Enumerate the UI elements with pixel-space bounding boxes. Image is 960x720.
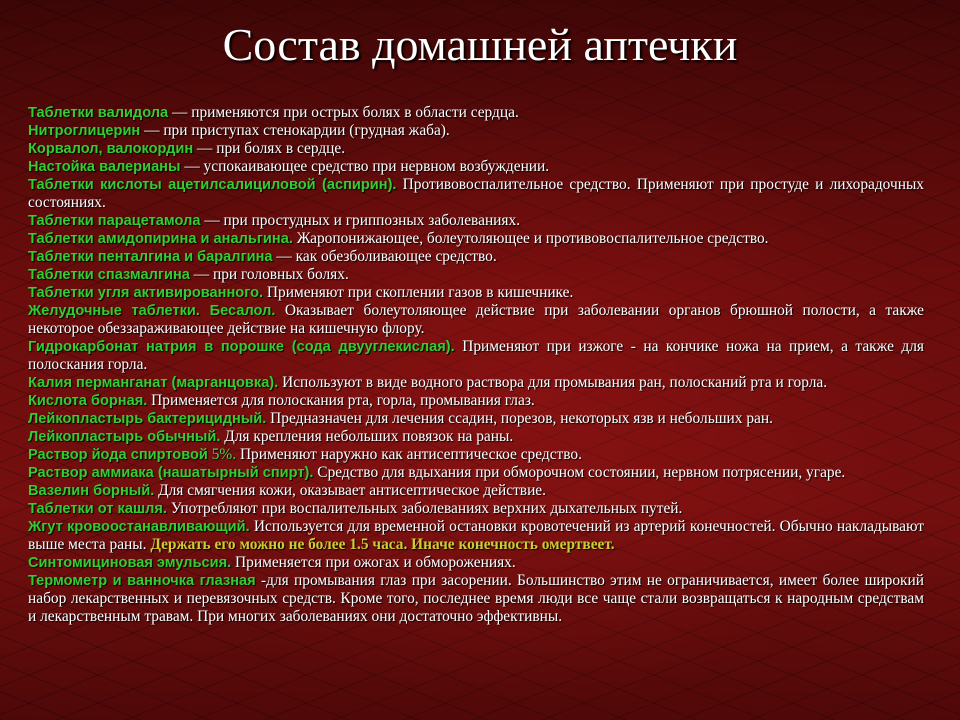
- item-term: Настойка валерианы: [28, 159, 181, 175]
- item-text: Применяется при ожогах и обморожениях.: [231, 554, 516, 571]
- item-text: -для промывания глаз при засорении. Большинство этим не ограничивается, имеет более широкий набор лекарственных и перевязочных средств. Кроме того, последнее время люди все чаще стали возвращаться к народным средствам и лекарственным травам. При многих заболеваниях они достаточно эффективны.: [28, 572, 924, 625]
- item-text: Употребляют при воспалительных заболеваниях верхних дыхательных путей.: [166, 500, 683, 517]
- item-text: Противовоспалительное средство. Применяют при простуде и лихорадочных состояниях.: [28, 176, 924, 211]
- item-term: Термометр и ванночка глазная: [28, 573, 256, 589]
- list-item-ammonia: [28, 464, 924, 482]
- list-item-cough-tablets: [28, 500, 924, 518]
- item-text: Предназначен для лечения ссадин, порезов, некоторых язв и небольших ран.: [266, 410, 773, 427]
- list-item-syntomycin: [28, 554, 924, 572]
- item-text: Применяется для полоскания рта, горла, промывания глаз.: [147, 392, 535, 409]
- item-term: Таблетки пенталгина и баралгина: [28, 249, 273, 265]
- list-item-paracetamol: [28, 212, 924, 230]
- item-term: Нитроглицерин: [28, 123, 141, 139]
- list-item-validol: [28, 104, 924, 122]
- list-item-soda: [28, 338, 924, 374]
- list-item-tourniquet: [28, 518, 924, 554]
- list-item-thermometer: [28, 572, 924, 626]
- item-text: — при приступах стенокардии (грудная жаба).: [140, 122, 450, 139]
- list-item-amidopyrine: [28, 230, 924, 248]
- item-warning: Держать его можно не более 1.5 часа. Иначе конечность омертвеет.: [150, 536, 615, 553]
- item-term: Лейкопластырь бактерицидный.: [28, 411, 267, 427]
- list-item-nitroglycerin: [28, 122, 924, 140]
- item-term: Лейкопластырь обычный.: [28, 429, 221, 445]
- list-item-iodine: [28, 446, 924, 464]
- item-term: Вазелин борный.: [28, 483, 155, 499]
- item-text: Оказывает болеутоляющее действие при заболевании органов брюшной полости, а также некоторое обеззараживающее действие на кишечную флору.: [28, 302, 924, 337]
- medicine-list: [28, 104, 924, 626]
- item-term: Таблетки спазмалгина: [28, 267, 190, 283]
- item-term: Таблетки парацетамола: [28, 213, 201, 229]
- item-term: Жгут кровоостанавливающий.: [28, 519, 250, 535]
- item-term: Синтомициновая эмульсия.: [28, 555, 232, 571]
- list-item-besalol: [28, 302, 924, 338]
- item-text: — при головных болях.: [189, 266, 349, 283]
- item-term: Желудочные таблетки. Бесалол.: [28, 303, 276, 319]
- item-text: Для смягчения кожи, оказывает антисептическое действие.: [154, 482, 546, 499]
- list-item-aspirin: [28, 176, 924, 212]
- item-term: Таблетки кислоты ацетилсалициловой (аспирин).: [28, 177, 397, 193]
- item-text: Для крепления небольших повязок на раны.: [220, 428, 514, 445]
- item-text: — при простудных и гриппозных заболеваниях.: [200, 212, 521, 229]
- item-term: Гидрокарбонат натрия в порошке (сода двууглекислая).: [28, 339, 455, 355]
- slide-title: Состав домашней аптечки: [222, 19, 738, 70]
- list-item-permanganate: [28, 374, 924, 392]
- list-item-spasmalgin: [28, 266, 924, 284]
- item-term: Калия перманганат (марганцовка).: [28, 375, 279, 391]
- item-text: Используется для временной остановки кровотечений из артерий конечностей. Обычно накладывают выше места раны.: [28, 518, 924, 553]
- item-term: Таблетки угля активированного.: [28, 285, 264, 301]
- list-item-boric-acid: [28, 392, 924, 410]
- item-text: Используют в виде водного раствора для промывания ран, полосканий рта и горла.: [278, 374, 828, 391]
- list-item-bactericidal-plaster: [28, 410, 924, 428]
- list-item-vaseline: [28, 482, 924, 500]
- list-item-pentalgin: [28, 248, 924, 266]
- item-text: Жаропонижающее, болеутоляющее и противовоспалительное средство.: [292, 230, 769, 247]
- item-extra: 5%.: [207, 446, 237, 463]
- item-text: — при болях в сердце.: [193, 140, 346, 157]
- item-text: Средство для вдыхания при обморочном состоянии, нервном потрясении, угаре.: [313, 464, 846, 481]
- item-term: Таблетки валидола: [28, 105, 169, 121]
- item-text: — как обезболивающее средство.: [272, 248, 497, 265]
- item-term: Кислота борная.: [28, 393, 148, 409]
- item-text: — успокаивающее средство при нервном возбуждении.: [180, 158, 550, 175]
- item-term: Раствор йода спиртовой: [28, 447, 208, 463]
- list-item-activated-charcoal: [28, 284, 924, 302]
- item-text: Применяют при изжоге - на кончике ножа на прием, а также для полоскания горла.: [28, 338, 924, 373]
- list-item-valerian: [28, 158, 924, 176]
- item-text: Применяют наружно как антисептическое средство.: [236, 446, 582, 463]
- item-term: Таблетки от кашля.: [28, 501, 167, 517]
- item-term: Корвалол, валокордин: [28, 141, 194, 157]
- list-item-corvalol: [28, 140, 924, 158]
- list-item-plaster: [28, 428, 924, 446]
- item-term: Таблетки амидопирина и анальгина.: [28, 231, 293, 247]
- item-text: Применяют при скоплении газов в кишечнике.: [263, 284, 574, 301]
- item-text: — применяются при острых болях в области сердца.: [168, 104, 519, 121]
- item-term: Раствор аммиака (нашатырный спирт).: [28, 465, 314, 481]
